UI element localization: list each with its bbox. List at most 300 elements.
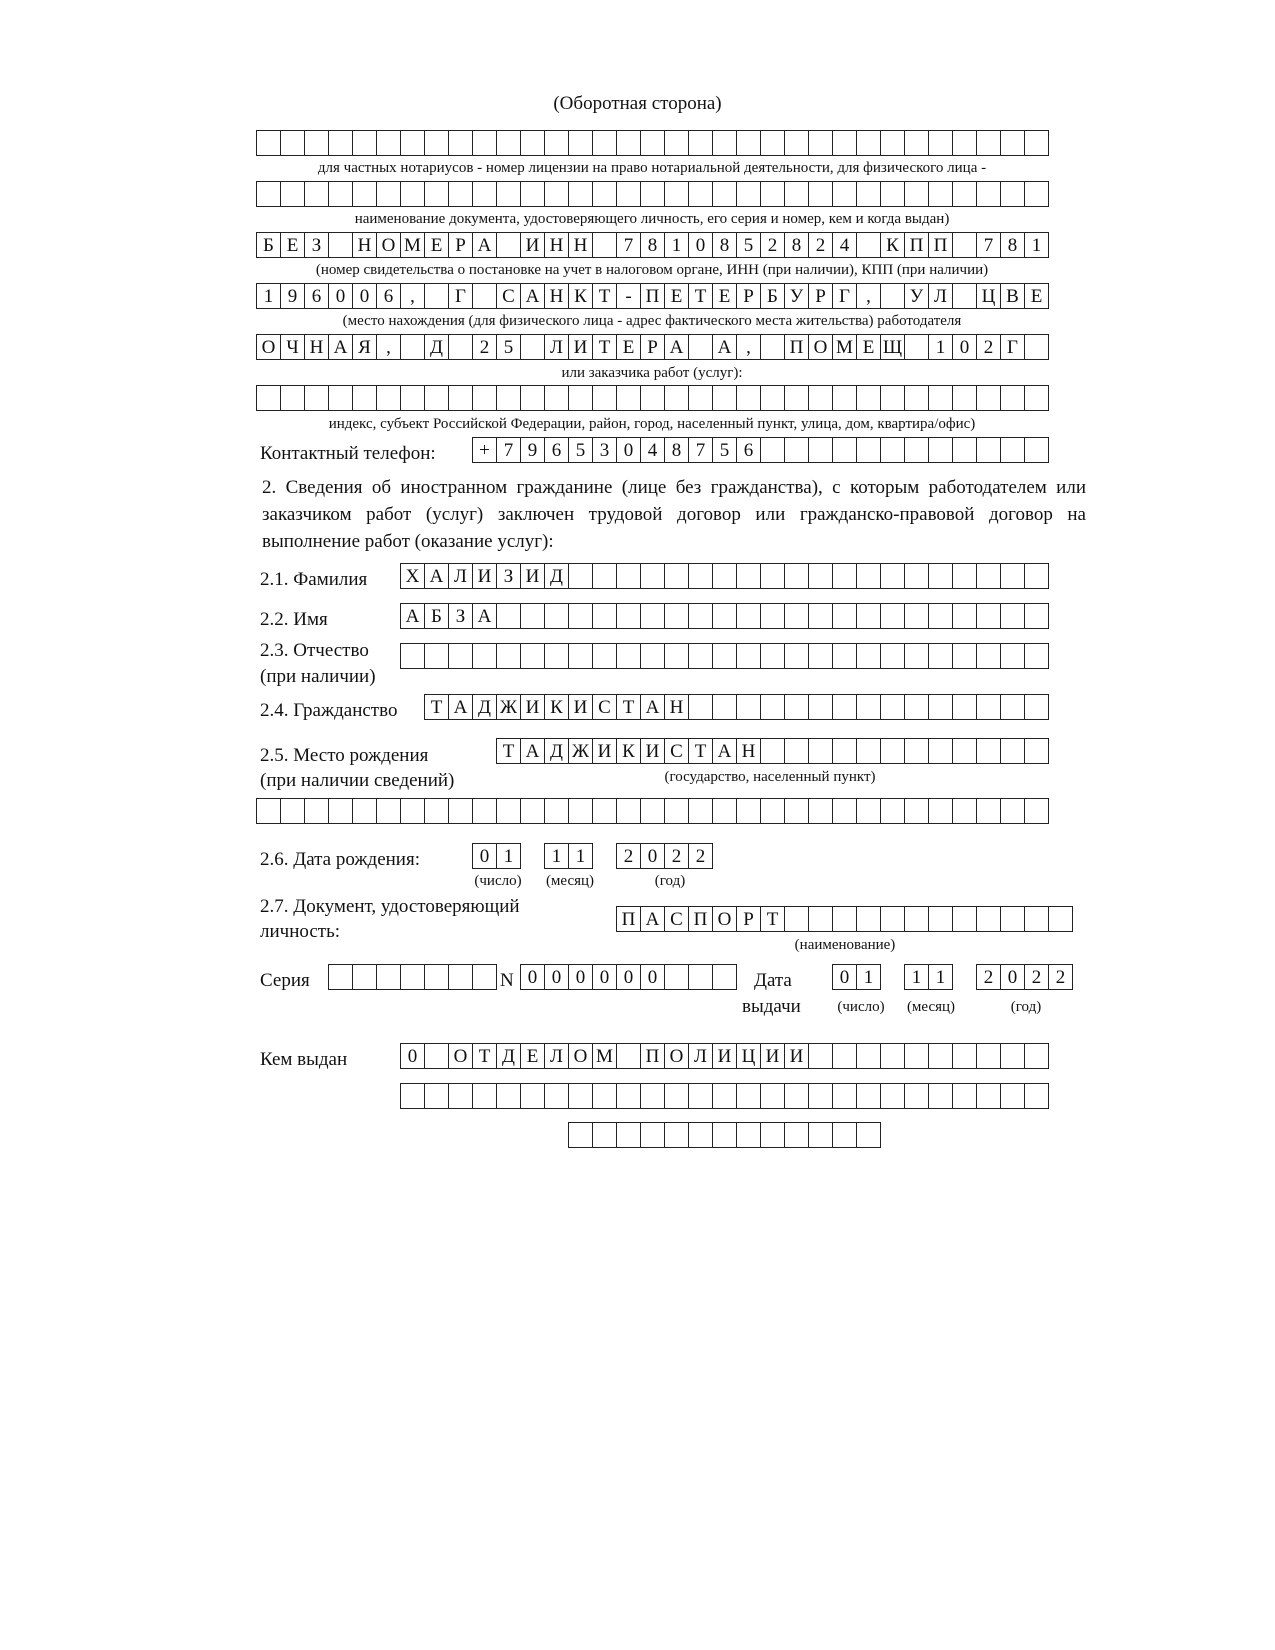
char-cell: 0 [953,334,977,360]
char-cell: 8 [665,437,689,463]
char-cell [761,437,785,463]
char-cell: С [593,694,617,720]
char-cell [449,130,473,156]
char-cell [257,181,281,207]
char-cell [689,964,713,990]
char-cell [1025,906,1049,932]
caption-birth-year: (год) [654,873,686,889]
phone-grid[interactable] [472,437,1049,463]
char-cell: 1 [905,964,929,990]
char-cell [809,181,833,207]
birthplace-label-note: (при наличии сведений) [260,770,455,791]
char-cell [257,130,281,156]
char-cell: Н [353,232,377,258]
char-cell [641,385,665,411]
char-cell [401,798,425,824]
char-cell [761,385,785,411]
char-cell: И [761,1043,785,1069]
char-cell [377,130,401,156]
char-cell [857,130,881,156]
char-cell [881,738,905,764]
char-cell [881,563,905,589]
char-cell [377,385,401,411]
char-cell [689,563,713,589]
char-cell [809,130,833,156]
birthplace-extra-grid[interactable] [256,798,1049,824]
issued-by-line3-grid[interactable] [568,1122,881,1148]
char-cell [1001,130,1025,156]
char-cell [593,1083,617,1109]
char-cell [857,603,881,629]
number-sign: N [500,970,514,991]
char-cell: Н [665,694,689,720]
char-cell [593,385,617,411]
char-cell: Б [761,283,785,309]
char-cell [449,964,473,990]
char-cell: 2 [977,334,1001,360]
series-label: Серия [260,970,310,991]
caption-address-parts: индекс, субъект Российской Федерации, район, город, населенный пункт, улица, дом, квартира/офис) [328,416,976,432]
char-cell [569,130,593,156]
char-cell [737,385,761,411]
char-cell [833,738,857,764]
caption-issue-month: (месяц) [906,999,956,1015]
char-cell [569,1122,593,1148]
char-cell [785,1083,809,1109]
char-cell [1025,798,1049,824]
char-cell: А [473,603,497,629]
iddoc-label: 2.7. Документ, удостоверяющий [260,896,520,917]
char-cell [929,563,953,589]
char-cell [401,130,425,156]
char-cell [953,385,977,411]
char-cell [905,437,929,463]
char-cell [905,798,929,824]
char-cell [905,181,929,207]
char-cell: 2 [665,843,689,869]
char-cell [665,385,689,411]
char-cell: Н [737,738,761,764]
char-cell [857,437,881,463]
issued-by-line2-grid[interactable] [400,1083,1049,1109]
char-cell: 0 [401,1043,425,1069]
char-cell [737,603,761,629]
char-cell: К [617,738,641,764]
char-cell: О [449,1043,473,1069]
char-cell: П [617,906,641,932]
char-cell: К [569,283,593,309]
char-cell [905,334,929,360]
char-cell [833,130,857,156]
char-cell [689,643,713,669]
char-cell [977,1043,1001,1069]
char-cell [473,283,497,309]
char-cell [689,1083,713,1109]
char-cell [809,906,833,932]
char-cell [545,385,569,411]
license-number-grid[interactable] [256,130,1049,156]
char-cell [737,130,761,156]
char-cell [497,643,521,669]
char-cell [1025,385,1049,411]
char-cell [665,798,689,824]
char-cell: А [665,334,689,360]
char-cell [833,1122,857,1148]
char-cell [353,798,377,824]
char-cell [593,643,617,669]
number-grid[interactable] [520,964,737,990]
char-cell [1025,603,1049,629]
char-cell [569,603,593,629]
char-cell [377,181,401,207]
char-cell: Ц [737,1043,761,1069]
birth-day-grid[interactable] [472,843,521,869]
char-cell [785,798,809,824]
issue-date-label-cont: выдачи [742,996,801,1017]
char-cell: 9 [281,283,305,309]
char-cell: Е [665,283,689,309]
char-cell [809,1083,833,1109]
char-cell [881,130,905,156]
char-cell: И [641,738,665,764]
char-cell [977,563,1001,589]
char-cell [881,906,905,932]
citizenship-grid[interactable] [424,694,1049,720]
char-cell [857,1043,881,1069]
char-cell [761,130,785,156]
char-cell: Т [689,283,713,309]
char-cell [497,798,521,824]
identity-document-grid[interactable] [256,181,1049,207]
char-cell [641,1122,665,1148]
surname-label: 2.1. Фамилия [260,569,368,590]
char-cell: 2 [809,232,833,258]
char-cell: О [665,1043,689,1069]
char-cell [785,738,809,764]
char-cell [1025,694,1049,720]
char-cell [977,738,1001,764]
char-cell [785,643,809,669]
char-cell: С [665,738,689,764]
char-cell [785,1122,809,1148]
phone-label: Контактный телефон: [260,443,436,464]
char-cell: 0 [617,437,641,463]
iddoc-name-grid[interactable] [616,906,1073,932]
char-cell: Д [497,1043,521,1069]
char-cell [761,1122,785,1148]
address-line1-grid[interactable] [256,283,1049,309]
char-cell [329,964,353,990]
char-cell [857,563,881,589]
char-cell [833,694,857,720]
char-cell [977,1083,1001,1109]
char-cell [785,437,809,463]
iddoc-label-cont: личность: [260,921,341,942]
char-cell: П [641,283,665,309]
char-cell: Я [353,334,377,360]
char-cell [953,563,977,589]
char-cell: Е [713,283,737,309]
char-cell [881,1043,905,1069]
char-cell: Р [641,334,665,360]
char-cell [353,385,377,411]
char-cell: Л [689,1043,713,1069]
char-cell [833,563,857,589]
char-cell [785,603,809,629]
char-cell [761,181,785,207]
char-cell [1001,1083,1025,1109]
char-cell: 7 [689,437,713,463]
char-cell: 7 [617,232,641,258]
char-cell [569,563,593,589]
char-cell [953,738,977,764]
name-grid[interactable] [400,603,1049,629]
issue-month-grid[interactable] [904,964,953,990]
citizenship-label: 2.4. Гражданство [260,700,398,721]
char-cell [1001,798,1025,824]
char-cell: С [497,283,521,309]
char-cell: О [809,334,833,360]
char-cell: О [377,232,401,258]
issue-year-grid[interactable] [976,964,1073,990]
char-cell: Л [929,283,953,309]
char-cell: Е [617,334,641,360]
char-cell [665,563,689,589]
char-cell [905,738,929,764]
char-cell: А [641,694,665,720]
char-cell: М [401,232,425,258]
char-cell [977,385,1001,411]
char-cell [929,694,953,720]
char-cell: 6 [737,437,761,463]
issue-day-grid[interactable] [832,964,881,990]
char-cell: 0 [473,843,497,869]
char-cell: И [569,334,593,360]
char-cell: Д [473,694,497,720]
char-cell [881,1083,905,1109]
birthplace-grid[interactable] [496,738,1049,764]
char-cell [329,130,353,156]
char-cell [1049,906,1073,932]
char-cell: И [473,563,497,589]
char-cell: К [545,694,569,720]
char-cell [497,181,521,207]
char-cell: Т [617,694,641,720]
char-cell [977,130,1001,156]
char-cell [401,1083,425,1109]
char-cell: Н [545,283,569,309]
char-cell: 0 [569,964,593,990]
char-cell: А [521,283,545,309]
char-cell [545,798,569,824]
char-cell [1001,603,1025,629]
char-cell: И [521,694,545,720]
char-cell: Г [449,283,473,309]
issue-date-label: Дата [754,970,792,991]
char-cell [569,643,593,669]
char-cell [953,1043,977,1069]
char-cell [857,906,881,932]
char-cell: А [473,232,497,258]
char-cell: 6 [377,283,401,309]
char-cell [905,1083,929,1109]
char-cell [545,181,569,207]
char-cell [665,603,689,629]
char-cell: 2 [617,843,641,869]
birth-month-grid[interactable] [544,843,593,869]
registration-grid[interactable] [256,232,1049,258]
char-cell [713,603,737,629]
char-cell: Т [425,694,449,720]
char-cell: З [497,563,521,589]
char-cell [473,181,497,207]
char-cell [1025,738,1049,764]
char-cell: 0 [545,964,569,990]
char-cell [833,437,857,463]
char-cell: П [785,334,809,360]
char-cell [497,130,521,156]
char-cell [689,694,713,720]
char-cell: 4 [641,437,665,463]
birth-year-grid[interactable] [616,843,713,869]
char-cell [833,603,857,629]
caption-issue-day: (число) [837,999,885,1015]
char-cell: Е [1025,283,1049,309]
series-grid[interactable] [328,964,497,990]
char-cell: С [665,906,689,932]
char-cell [665,1083,689,1109]
char-cell [617,1122,641,1148]
char-cell [953,130,977,156]
char-cell: , [401,283,425,309]
char-cell [425,130,449,156]
char-cell: И [569,694,593,720]
char-cell [329,798,353,824]
char-cell [449,798,473,824]
char-cell [833,906,857,932]
char-cell [761,334,785,360]
char-cell [545,1083,569,1109]
char-cell [425,1083,449,1109]
issued-by-grid[interactable] [400,1043,1049,1069]
char-cell [617,385,641,411]
char-cell: Т [473,1043,497,1069]
char-cell [377,964,401,990]
char-cell: 0 [329,283,353,309]
char-cell [809,798,833,824]
address-parts-grid[interactable] [256,385,1049,411]
char-cell [857,385,881,411]
char-cell [473,964,497,990]
patronymic-grid[interactable] [400,643,1049,669]
char-cell [449,385,473,411]
char-cell: З [305,232,329,258]
char-cell [857,694,881,720]
issued-by-label: Кем выдан [260,1049,348,1070]
char-cell [281,385,305,411]
caption-customer: или заказчика работ (услуг): [561,365,743,381]
char-cell: А [713,334,737,360]
char-cell [1001,738,1025,764]
char-cell [953,643,977,669]
char-cell: 6 [545,437,569,463]
char-cell [881,603,905,629]
char-cell [809,437,833,463]
char-cell [305,130,329,156]
patronymic-label: 2.3. Отчество [260,640,369,661]
char-cell [1001,643,1025,669]
char-cell: Е [281,232,305,258]
surname-grid[interactable] [400,563,1049,589]
char-cell: 0 [1001,964,1025,990]
char-cell: И [521,232,545,258]
char-cell: 2 [689,843,713,869]
char-cell [785,385,809,411]
char-cell [761,603,785,629]
char-cell [785,181,809,207]
char-cell [809,603,833,629]
char-cell [473,643,497,669]
char-cell [593,563,617,589]
char-cell [425,283,449,309]
char-cell: И [713,1043,737,1069]
char-cell [881,798,905,824]
char-cell [377,798,401,824]
char-cell [905,694,929,720]
char-cell [497,1083,521,1109]
char-cell: Б [257,232,281,258]
char-cell [713,694,737,720]
char-cell: Т [593,334,617,360]
char-cell [857,232,881,258]
char-cell [881,385,905,411]
char-cell [521,1083,545,1109]
char-cell [929,181,953,207]
char-cell: 0 [353,283,377,309]
char-cell [329,181,353,207]
char-cell [881,694,905,720]
char-cell [953,1083,977,1109]
char-cell [1001,906,1025,932]
char-cell [689,1122,713,1148]
char-cell [617,798,641,824]
char-cell [713,643,737,669]
char-cell [761,563,785,589]
char-cell: 1 [1025,232,1049,258]
char-cell: В [1001,283,1025,309]
char-cell: 1 [929,334,953,360]
char-cell [401,964,425,990]
char-cell: Т [593,283,617,309]
char-cell: 1 [569,843,593,869]
char-cell: П [641,1043,665,1069]
char-cell [569,1083,593,1109]
char-cell: 0 [521,964,545,990]
char-cell [281,130,305,156]
address-line2-grid[interactable] [256,334,1049,360]
char-cell: У [905,283,929,309]
char-cell [929,1083,953,1109]
char-cell [497,603,521,629]
char-cell: Р [737,283,761,309]
char-cell [305,181,329,207]
char-cell: Д [545,563,569,589]
char-cell [665,181,689,207]
char-cell: 8 [785,232,809,258]
char-cell: Н [305,334,329,360]
char-cell [617,1043,641,1069]
char-cell: Х [401,563,425,589]
